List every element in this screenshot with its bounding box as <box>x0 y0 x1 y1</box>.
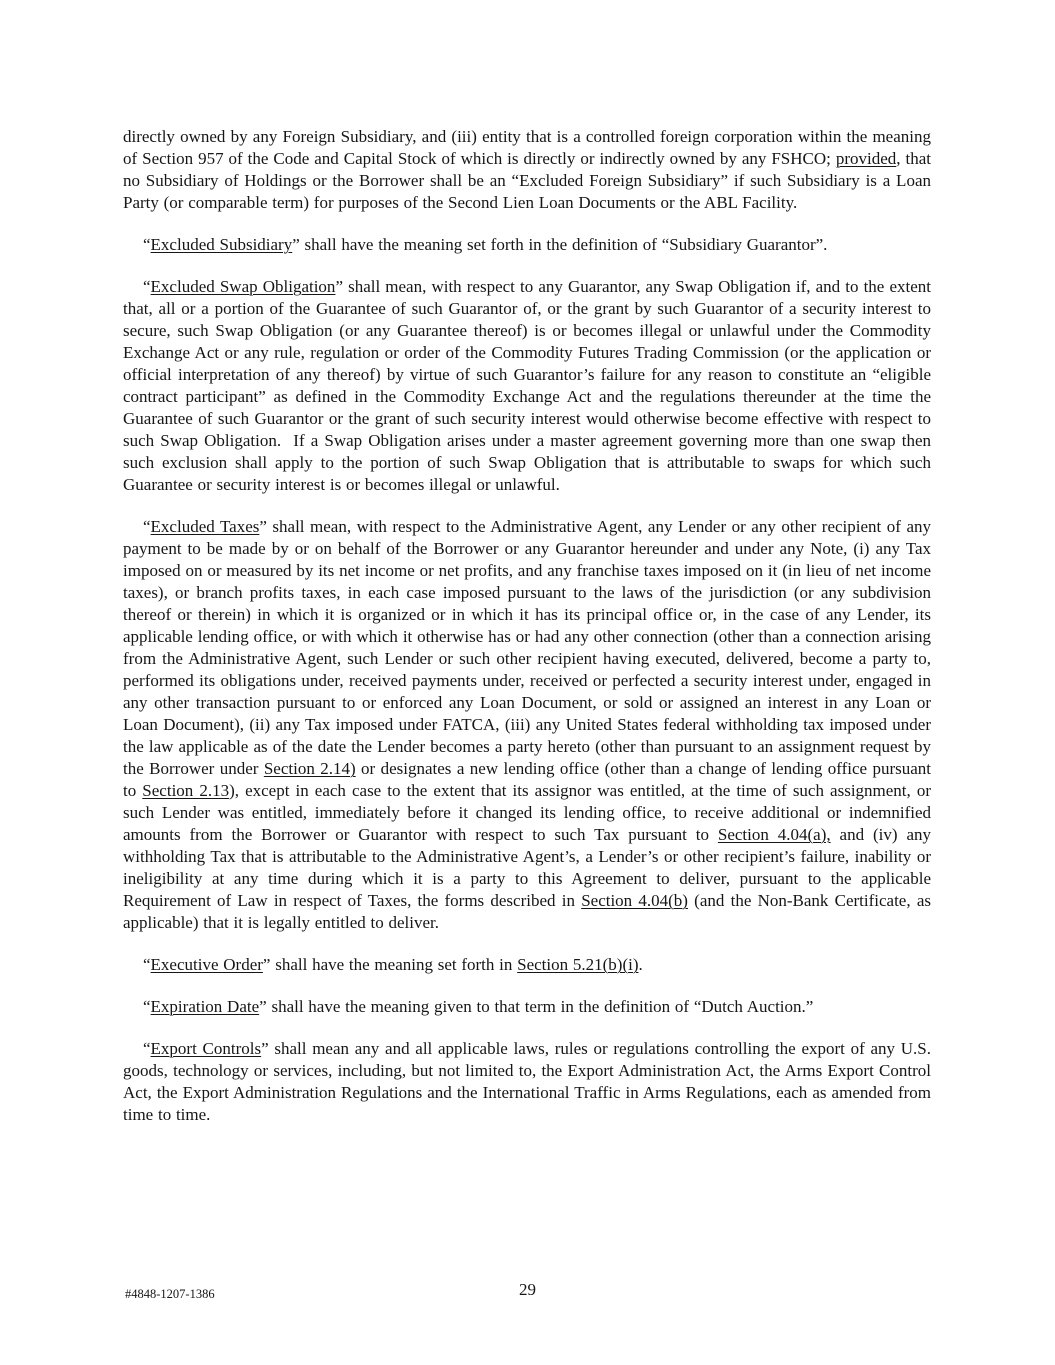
text-run: ” shall have the meaning set forth in <box>262 955 518 974</box>
text-run: ” shall have the meaning given to that term in the definition of “Dutch Auction.” <box>259 997 814 1016</box>
section-ref-2-13: Section 2.13 <box>142 781 230 800</box>
paragraph-export-controls <box>123 1038 936 1126</box>
defined-term-excluded-swap-obligation: Excluded Swap Obligation <box>150 277 336 296</box>
text-run: . <box>638 955 643 974</box>
text-run: “ <box>143 517 151 536</box>
paragraph-excluded-taxes <box>123 516 936 934</box>
section-ref-4-04-b: Section 4.04(b) <box>581 891 688 910</box>
term-provided: provided <box>835 149 897 168</box>
footer-page-number: 29 <box>519 1280 536 1299</box>
text-run: ” shall have the meaning set forth in the definition of “Subsidiary Guarantor”. <box>292 235 828 254</box>
defined-term-executive-order: Executive Order <box>150 955 263 974</box>
text-run: or designates a new lending office (other than a change of lending office pursuant to <box>123 759 936 800</box>
text-run: “ <box>143 997 151 1016</box>
defined-term-excluded-subsidiary: Excluded Subsidiary <box>150 235 293 254</box>
paragraph-executive-order <box>123 954 931 976</box>
paragraph-excluded-subsidiary <box>123 234 931 256</box>
text-run: “ <box>143 1039 151 1058</box>
paragraph-excluded-foreign-subsidiary-continuation <box>123 126 936 214</box>
text-run: ” shall mean any and all applicable laws, rules or regulations controlling the export of any U.S. goods, technology or services, including, but not limited to, the Export Administration Act, the Arms Export Control Act, the Export Administration Regulations and the International Traffic in Arms Regulations, each as amended from time to time. <box>123 1039 936 1124</box>
paragraph-excluded-swap-obligation <box>123 276 936 496</box>
section-ref-2-14: Section 2.14) <box>263 759 356 778</box>
text-run: ” shall mean, with respect to the Administrative Agent, any Lender or any other recipient of any payment to be made by or on behalf of the Borrower or any Guarantor hereunder and under any Note, (i) any Tax imposed on or measured by its net income or net profits, and any franchise taxes imposed on it (in lieu of net income taxes), or branch profits taxes, in each case imposed pursuant to the laws of the jurisdiction (or any subdivision thereof or therein) in which it is organized or in which it has its principal office or, in the case of any Lender, its applicable lending office, or with which it otherwise has or had any other connection (other than a connection arising from the Administrative Agent, such Lender or such other recipient having executed, delivered, become a party to, performed its obligations under, received payments under, received or perfected a security interest under, engaged in any other transaction pursuant to or enforced any Loan Document, or sold or assigned an interest in any Loan or Loan Document), (ii) any Tax imposed under FATCA, (iii) any United States federal withholding tax imposed under the law applicable as of the date the Lender becomes a party hereto (other than pursuant to an assignment request by the Borrower under <box>123 517 936 778</box>
text-run: and (iv) any withholding Tax that is attributable to the Administrative Agent’s, a Lender’s or other recipient’s failure, inability or ineligibility at any time during which it is a party to this Agreement to deliver, pursuant to the applicable Requirement of Law in respect of Taxes, the forms described in <box>123 825 936 910</box>
text-run: , that no Subsidiary of Holdings or the Borrower shall be an “Excluded Foreign Subsidiary” if such Subsidiary is a Loan Party (or comparable term) for purposes of the Second Lien Loan Documents or the ABL Facility. <box>123 149 936 212</box>
defined-term-excluded-taxes: Excluded Taxes <box>150 517 260 536</box>
text-run: ), except in each case to the extent that its assignor was entitled, at the time of such assignment, or such Lender was entitled, immediately before it changed its lending office, to receive additional or indemnified amounts from the Borrower or Guarantor with respect to such Tax pursuant to <box>123 781 936 844</box>
section-ref-4-04-a: Section 4.04(a), <box>717 825 831 844</box>
text-run: ” shall mean, with respect to any Guarantor, any Swap Obligation if, and to the extent that, all or a portion of the Guarantee of such Guarantor of, or the grant by such Guarantor of a security interest to secure, such Swap Obligation (or any Guarantee thereof) is or becomes illegal or unlawful under the Commodity Exchange Act or any rule, regulation or order of the Commodity Futures Trading Commission (or the application or official interpretation of any thereof) by virtue of such Guarantor’s failure for any reason to constitute an “eligible contract participant” as defined in the Commodity Exchange Act and the regulations thereunder at the time the Guarantee of such Guarantor or the grant of such security interest would otherwise become effective with respect to such Swap Obligation. If a Swap Obligation arises under a master agreement governing more than one swap then such exclusion shall apply to the portion of such Swap Obligation that is attributable to swaps for which such Guarantee or security interest is or becomes illegal or unlawful. <box>123 277 936 494</box>
paragraph-expiration-date <box>123 996 931 1018</box>
text-run: “ <box>143 277 151 296</box>
section-ref-5-21-b-i: Section 5.21(b)(i) <box>517 955 639 974</box>
text-run: (and the Non-Bank Certificate, as applicable) that it is legally entitled to deliver. <box>123 891 936 932</box>
footer-doc-id: #4848-1207-1386 <box>125 1287 215 1301</box>
text-run: “ <box>143 235 151 254</box>
defined-term-export-controls: Export Controls <box>150 1039 262 1058</box>
text-run: directly owned by any Foreign Subsidiary, and (iii) entity that is a controlled foreign corporation within the meaning of Section 957 of the Code and Capital Stock of which is directly or indirectly owned by any FSHCO; <box>123 127 936 168</box>
document-body <box>123 126 936 1146</box>
defined-term-expiration-date: Expiration Date <box>150 997 260 1016</box>
text-run: “ <box>143 955 151 974</box>
